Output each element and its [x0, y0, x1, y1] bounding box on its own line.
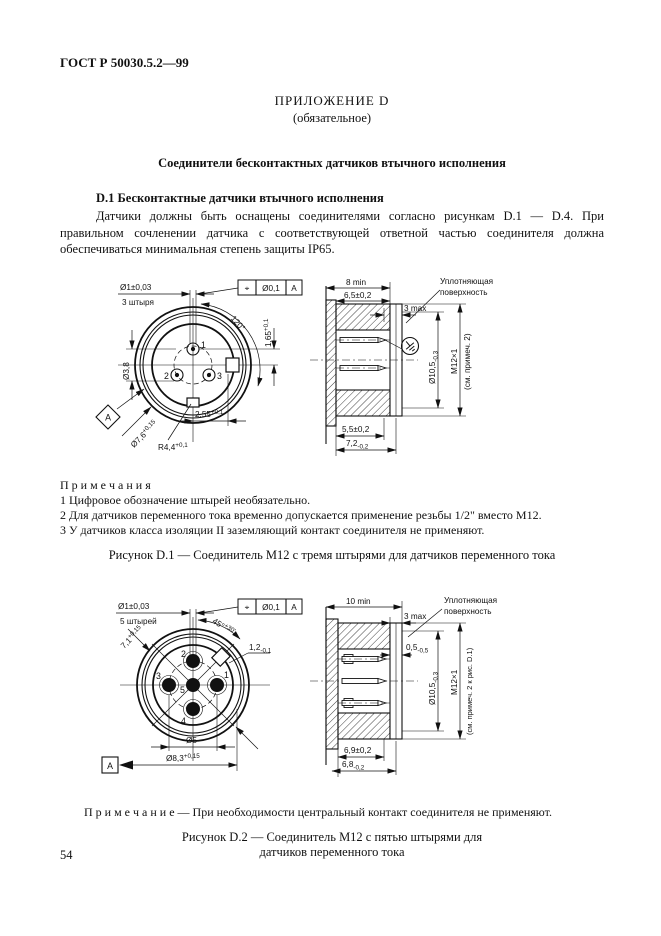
dim-69: 6,9±0,2: [344, 745, 372, 755]
dim-255-tol: +0,1: [210, 408, 224, 416]
pin-1-label: 1: [201, 339, 206, 350]
dim-71-label: [118, 623, 145, 650]
pin-2: [184, 651, 203, 670]
dim-72-tol: -0,2: [357, 443, 369, 450]
dim-3max: 3 max: [404, 611, 427, 621]
dim-165-tol: +0,1: [263, 318, 270, 331]
dim-68-value: 6,8: [342, 759, 354, 769]
notes-d1: [60, 478, 604, 538]
note-d2: П р и м е ч а н и е — При необходимости центральный контакт соединителя не применяют.: [84, 804, 552, 819]
angle-tol: +30': [222, 621, 237, 635]
dim-68-tol: -0,2: [353, 764, 365, 771]
seal-label-2: поверхность: [444, 606, 492, 616]
d2-section-pin-top: [338, 654, 390, 663]
dim-83-value: Ø8,3: [166, 753, 184, 763]
dim-pin-count: 3 штыря: [122, 297, 154, 307]
figure-d2-svg: [88, 589, 558, 791]
doc-code: ГОСТ Р 50030.5.2—99: [60, 55, 189, 70]
d1-section-pin-2: [336, 365, 390, 370]
dim-83-label: [166, 753, 200, 763]
dim-105-value: Ø10,5: [428, 361, 437, 384]
thread-note: (см. примеч. 2 к рис. D.1): [465, 647, 474, 735]
fcf-tolerance: Ø0,1: [262, 602, 280, 612]
dim-71-tol: +0,15: [126, 623, 143, 640]
d1-front-view: [96, 280, 302, 452]
d1-fcf: [200, 280, 302, 295]
d2-front-view: [102, 599, 302, 773]
dim-72-value: 7,2: [346, 438, 358, 448]
fcf-datum-ref: A: [291, 283, 297, 293]
dim-angle-120: 120°: [228, 313, 247, 333]
figure-d2-drawing: [88, 589, 604, 791]
d2-section-pin-bottom: [338, 698, 390, 707]
dim-05-value: 0,5: [406, 642, 418, 652]
datum-a-label: A: [105, 412, 111, 422]
pin-1-label: 1: [224, 669, 229, 680]
seal-label-1: Уплотняющая: [440, 276, 494, 286]
keyway-notch: [226, 358, 239, 372]
dim-12-tol: -0,1: [260, 647, 272, 654]
dim-76-label: [128, 418, 159, 449]
d1-datum-a: [96, 389, 144, 429]
thread-label: M12×1: [450, 669, 459, 695]
dim-76-value: Ø7,6: [129, 429, 148, 449]
dim-83-tol: +0,15: [183, 752, 200, 760]
dim-05-tol: -0,5: [417, 647, 429, 654]
pin-5: [186, 678, 200, 692]
dim-3max: 3 max: [404, 303, 427, 313]
note-item: 1 Цифровое обозначение штырей необязательно.: [60, 492, 311, 507]
pin-3: [203, 369, 215, 381]
caption-d2: Рисунок D.2 — Соединитель М12 с пятью штырями для датчиков переменного тока: [181, 829, 483, 859]
dim-r44-tol: +0,1: [175, 441, 188, 449]
d2-side-view: [310, 596, 497, 777]
notes-title: П р и м е ч а н и я: [60, 477, 151, 492]
dim-pin-dia: Ø1±0,03: [120, 282, 152, 292]
pin-2-label: 2: [164, 370, 169, 381]
subsection-heading: D.1 Бесконтактные датчики втычного исполнения: [96, 191, 384, 205]
dim-105-tol: -0,3: [432, 671, 440, 683]
figure-d1-svg: [88, 268, 558, 474]
datum-a-label: A: [107, 760, 113, 771]
pin-3: [160, 675, 179, 694]
dim-55: 5,5±0,2: [342, 424, 370, 434]
dim-65: 6,5±0,2: [344, 290, 372, 300]
figure-d1-drawing: [88, 268, 604, 474]
dim-8min: 8 min: [346, 277, 367, 287]
d1-section-pin-1: [336, 337, 390, 342]
dim-165-label: [263, 318, 273, 347]
d1-side-view: [310, 277, 493, 456]
seal-label-2: поверхность: [440, 287, 488, 297]
d2-dim-71-arrow2: [236, 727, 258, 749]
dim-05-label: [406, 643, 429, 655]
d2-section-pin-mid: [342, 678, 386, 683]
bottom-tab: [187, 398, 199, 407]
fcf-position-icon: ⌖: [244, 602, 250, 612]
dim-255-value: 2,55: [195, 409, 211, 419]
dim-5-label: Ø5: [186, 735, 197, 745]
dim-165-value: 1,65: [264, 330, 273, 347]
page-number: 54: [60, 848, 73, 862]
fcf-datum-ref: A: [291, 602, 297, 612]
note-item: 3 У датчиков класса изоляции II заземляющий контакт соединителя не применяют.: [60, 522, 485, 537]
dim-105-tol: -0,3: [432, 350, 440, 362]
dim-68-label: [342, 760, 365, 772]
pin-3-label: 3: [156, 670, 161, 681]
dim-72-label: [346, 439, 369, 451]
d2-fcf: [200, 599, 302, 614]
pin-2-label: 2: [181, 648, 186, 659]
dim-71-value: 7,1: [119, 635, 134, 650]
seal-label-1: Уплотняющая: [444, 595, 498, 605]
pin-2: [171, 369, 183, 381]
dim-r44-value: R4,4: [158, 442, 176, 452]
appendix-title: ПРИЛОЖЕНИЕ D: [274, 93, 390, 108]
pin-5-label: 5: [180, 684, 185, 695]
caption-d1: Рисунок D.1 — Соединитель М12 с тремя штырями для датчиков переменного тока: [108, 547, 556, 562]
pin-4: [184, 699, 203, 718]
appendix-subtitle: (обязательное): [292, 111, 372, 125]
fcf-position-icon: ⌖: [244, 283, 250, 293]
dim-38-label: Ø3,8: [122, 361, 131, 380]
dim-r44-label: [158, 442, 188, 452]
thread-label: M12×1: [450, 348, 459, 374]
angle-value: 45°: [210, 616, 227, 631]
dim-76-tol: +0,15: [140, 418, 158, 435]
pin-3-label: 3: [217, 370, 222, 381]
dim-12-value: 1,2: [249, 642, 261, 652]
pin-4-label: 4: [181, 715, 186, 726]
section-title: Соединители бесконтактных датчиков втычного исполнения: [158, 156, 506, 170]
intro-paragraph: Датчики должны быть оснащены соединителями согласно рисункам D.1 — D.4. При правильном сочленении датчика с соответствующей ответной частью соединителя должна обеспечиваться минимальная степень защиты IP65.: [60, 209, 604, 256]
dim-pin-dia: Ø1±0,03: [118, 601, 150, 611]
thread-note: (см. примеч. 2): [463, 332, 472, 390]
dim-10min: 10 min: [346, 596, 371, 606]
note-item: 2 Для датчиков переменного тока временно допускается применение резьбы 1/2" вместо М12.: [60, 507, 542, 522]
dim-105-value: Ø10,5: [428, 682, 437, 705]
fcf-tolerance: Ø0,1: [262, 283, 280, 293]
dim-pin-count: 5 штырей: [120, 616, 157, 626]
